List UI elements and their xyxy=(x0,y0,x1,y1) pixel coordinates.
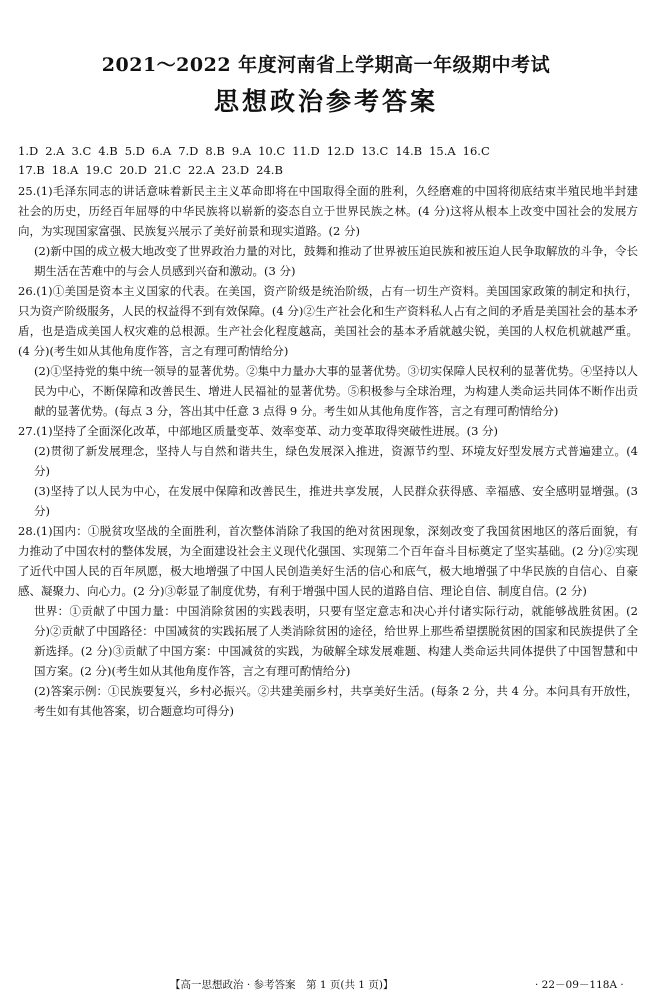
choice-answer: 22.A xyxy=(188,163,215,177)
question-27-part-1: 27.(1)坚持了全面深化改革，中部地区质量变革、效率变革、动力变革取得突破性进展。(3 分) xyxy=(18,424,499,438)
document-subtitle: 思想政治参考答案 xyxy=(213,87,438,116)
choice-answer: 24.B xyxy=(256,163,283,177)
footer-page-info: 【高一思想政治 · 参考答案 第 1 页(共 1 页)】 xyxy=(170,979,394,991)
choice-answer: 13.C xyxy=(361,144,389,158)
choice-answer: 23.D xyxy=(221,163,250,177)
footer-code: · 22－09－118A · xyxy=(535,979,624,991)
question-number: 27. xyxy=(18,424,37,438)
choice-answers-row-2 xyxy=(18,161,638,180)
essay-answers xyxy=(18,181,638,721)
choice-answer: 18.A xyxy=(51,163,79,177)
choice-answer: 19.C xyxy=(85,163,113,177)
question-27-part-2: (2)贯彻了新发展理念，坚持人与自然和谐共生，绿色发展深入推进，资源节约型、环境友好型发展方式普遍建立。(4 分) xyxy=(34,444,638,478)
choice-answers-row-1 xyxy=(18,142,638,161)
choice-answer: 20.D xyxy=(119,163,147,177)
question-25 xyxy=(18,181,638,281)
question-27-part-3: (3)坚持了以人民为中心，在发展中保障和改善民生，推进共享发展，人民群众获得感、幸福感、安全感明显增强。(3 分) xyxy=(34,484,638,518)
choice-answer: 16.C xyxy=(462,144,490,158)
choice-answer: 6.A xyxy=(151,144,172,158)
question-26 xyxy=(18,281,638,421)
choice-answer: 14.B xyxy=(395,144,423,158)
question-27 xyxy=(18,421,638,521)
choice-answer: 9.A xyxy=(231,144,252,158)
choice-answer: 1.D xyxy=(18,144,39,158)
choice-answer: 4.B xyxy=(98,144,118,158)
choice-answer: 12.D xyxy=(326,144,355,158)
choice-answer: 2.A xyxy=(45,144,65,158)
choice-answer: 8.B xyxy=(205,144,225,158)
choice-answer: 3.C xyxy=(71,144,92,158)
question-28 xyxy=(18,521,638,721)
choice-answer: 5.D xyxy=(124,144,145,158)
question-number: 28. xyxy=(18,524,37,538)
question-28-part-1: 28.(1)国内：①脱贫攻坚战的全面胜利，首次整体消除了我国的绝对贫困现象，深刻改变了我国贫困地区的落后面貌，有力推动了中国农村的整体发展，为全面建设社会主义现代化强国、实现第二个百年奋斗目标奠定了坚实基础。(2 分)②实现了近代中国人民的百年夙愿，极大地增强了中国人民创造美好生活的信心和底气，极大地增强了中华民族的自信心、自豪感、凝聚力、向心力。(2 分)③彰显了制度优势，有利于增强中国人民的道路自信、理论自信、制度自信。(2 分) xyxy=(18,524,638,598)
exam-title: 2021～2022 年度河南省上学期高一年级期中考试 xyxy=(101,54,551,76)
question-28-part-2: (2)答案示例：①民族要复兴，乡村必振兴。②共建美丽乡村，共享美好生活。(每条 2 分，共 4 分。本问具有开放性，考生如有其他答案，切合题意均可得分) xyxy=(34,684,638,718)
choice-answer: 21.C xyxy=(153,163,182,177)
question-26-part-2: (2)①坚持党的集中统一领导的显著优势。②集中力量办大事的显著优势。③切实保障人民权利的显著优势。④坚持以人民为中心，不断保障和改善民生、增进人民福祉的显著优势。⑤积极参与全球治理，为构建人类命运共同体不断作出贡献的显著优势。(每点 3 分，答出其中任意 3 点得 9 分。考生如从其他角度作答，言之有理可酌情给分) xyxy=(34,364,638,418)
question-number: 25. xyxy=(18,184,37,198)
choice-answer: 15.A xyxy=(429,144,456,158)
choice-answer: 11.D xyxy=(292,144,320,158)
question-number: 26. xyxy=(18,284,37,298)
choice-answer: 10.C xyxy=(258,144,286,158)
question-28-world: 世界：①贡献了中国力量：中国消除贫困的实践表明，只要有坚定意志和决心并付诸实际行动，就能够战胜贫困。(2 分)②贡献了中国路径：中国减贫的实践拓展了人类消除贫困的途径，给世界上那些希望摆脱贫困的国家和民族提供了全新选择。(2 分)③贡献了中国方案：中国减贫的实践，为破解全球发展难题、构建人类命运共同体提供了中国智慧和中国方案。(2 分)(考生如从其他角度作答，言之有理可酌情给分) xyxy=(34,604,638,678)
choice-answer: 17.B xyxy=(18,163,45,177)
question-25-part-1: 25.(1)毛泽东同志的讲话意味着新民主主义革命即将在中国取得全面的胜利，久经磨难的中国将彻底结束半殖民地半封建社会的历史，历经百年屈辱的中华民族将以崭新的姿态自立于世界民族之林。(4 分)这将从根本上改变中国社会的发展方向，为实现国家富强、民族复兴展示了美好前景和现实道路。(2 分) xyxy=(18,184,638,238)
choice-answer: 7.D xyxy=(178,144,199,158)
question-26-part-1: 26.(1)①美国是资本主义国家的代表。在美国，资产阶级是统治阶级，占有一切生产资料。美国国家政策的制定和执行，只为资产阶级服务，人民的权益得不到有效保障。(4 分)②生产社会化和生产资料私人占有之间的矛盾是美国社会的基本矛盾，也是造成美国人权灾难的总根源。生产社会化程度越高，美国社会的基本矛盾就越尖锐，美国的人权危机就越严重。(4 分)(考生如从其他角度作答，言之有理可酌情给分) xyxy=(18,284,638,358)
choice-answers xyxy=(18,142,638,180)
question-25-part-2: (2)新中国的成立极大地改变了世界政治力量的对比，鼓舞和推动了世界被压迫民族和被压迫人民争取解放的斗争，令长期生活在苦难中的与会人员感到兴奋和激动。(3 分) xyxy=(34,244,638,278)
